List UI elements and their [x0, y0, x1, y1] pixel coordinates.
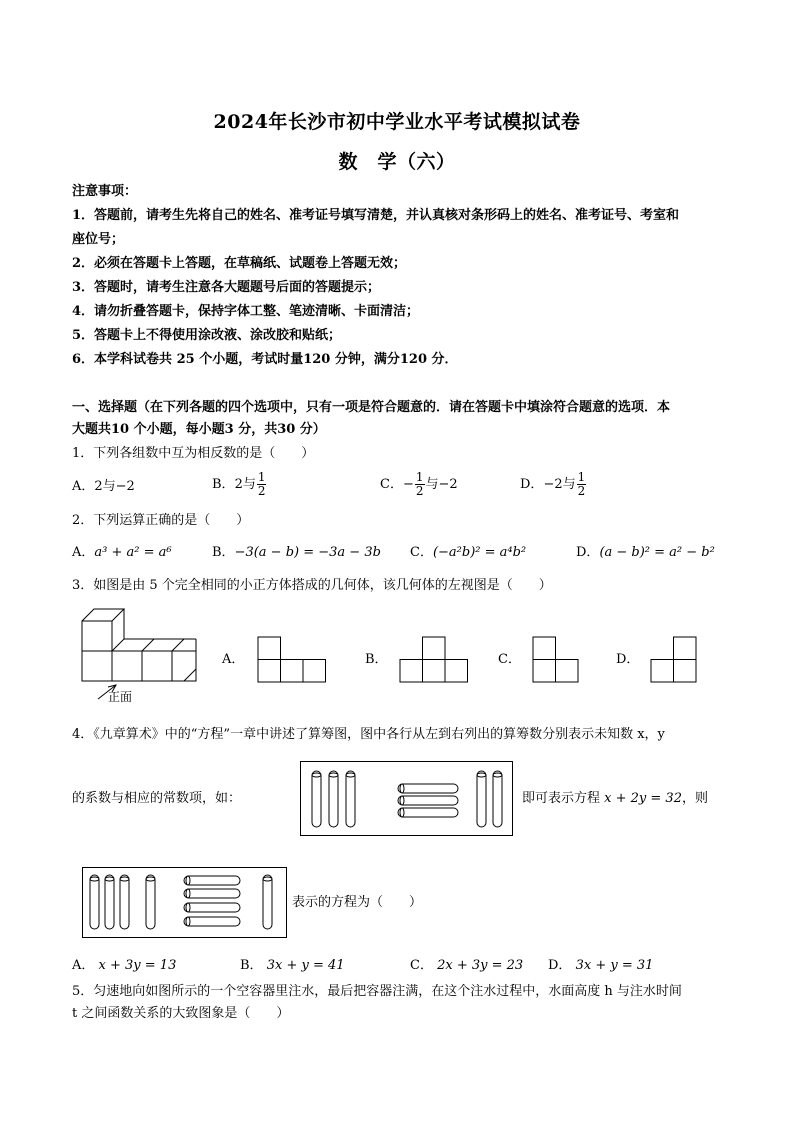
- page-title: 2024年长沙市初中学业水平考试模拟试卷: [213, 111, 581, 133]
- section-heading: 一、选择题（在下列各题的四个选项中，只有一项是符合题意的．请在答题卡中填涂符合题意的选项．本: [72, 400, 671, 415]
- fraction: $\frac{1}{2}$: [577, 470, 586, 498]
- q1-option-d[interactable]: D．−2与 $\frac{1}{2}$: [520, 470, 586, 498]
- question-4-text-2: 即可表示方程 x + 2y = 32，则: [522, 791, 708, 806]
- q4-option-b[interactable]: [240, 958, 345, 974]
- question-4-stem: 4．《九章算术》中的“方程”一章中讲述了算筹图，图中各行从左到右列出的算筹数分别表示未知数 x，y: [72, 727, 665, 742]
- q3-option-b-view[interactable]: [400, 637, 470, 683]
- q3-option-d-label[interactable]: D．: [616, 652, 640, 667]
- option-label: C．: [380, 477, 403, 492]
- option-text: 3x + y = 41: [266, 958, 345, 973]
- option-text: 2与−2: [94, 479, 135, 494]
- fraction: $\frac{1}{2}$: [415, 470, 424, 498]
- option-label: A．: [72, 479, 95, 494]
- option-label: D．: [520, 477, 544, 492]
- cube-figure: [70, 603, 220, 703]
- option-label: D．: [576, 545, 600, 560]
- q3-option-a-view[interactable]: [258, 637, 328, 683]
- notice-item: 6．本学科试卷共 25 个小题，考试时量120 分钟，满分120 分．: [72, 352, 458, 367]
- page-subtitle: 数 学（六）: [338, 151, 456, 173]
- equation: x + 2y = 32: [604, 791, 682, 806]
- q3-option-c-label[interactable]: C．: [498, 652, 521, 667]
- option-label: A．: [72, 958, 95, 973]
- q2-option-b[interactable]: [212, 545, 381, 561]
- q3-option-a-label[interactable]: A．: [222, 652, 245, 667]
- q2-option-a[interactable]: [72, 545, 172, 561]
- notice-item: 座位号；: [72, 232, 125, 247]
- q4-option-c[interactable]: [410, 958, 523, 974]
- option-label: B．: [212, 545, 235, 560]
- notice-item: 1．答题前，请考生先将自己的姓名、准考证号填写清楚，并认真核对条形码上的姓名、准考证号、考室和: [72, 208, 680, 223]
- option-text: (a − b)² = a² − b²: [599, 545, 715, 560]
- counting-rods-question: [82, 867, 288, 939]
- question-1-stem: 1．下列各组数中互为相反数的是（ ）: [72, 446, 315, 461]
- counting-rods-example: [300, 761, 514, 837]
- option-text: 2与: [234, 477, 256, 492]
- question-4-text: 的系数与相应的常数项，如：: [72, 791, 242, 806]
- notice-item: 3．答题时，请考生注意各大题题号后面的答题提示；: [72, 280, 381, 295]
- question-4-text-3: 表示的方程为（ ）: [292, 895, 423, 910]
- option-text: 2x + 3y = 23: [437, 958, 524, 973]
- question-5-stem-2: t 之间函数关系的大致图象是（ ）: [72, 1006, 290, 1021]
- question-5-stem: 5．匀速地向如图所示的一个空容器里注水，最后把容器注满，在这个注水过程中，水面高度 h 与注水时间: [72, 984, 682, 999]
- q1-option-a[interactable]: [72, 479, 135, 495]
- notice-item: 2．必须在答题卡上答题，在草稿纸、试题卷上答题无效；: [72, 256, 407, 271]
- q3-option-c-view[interactable]: [533, 637, 581, 683]
- q2-option-d[interactable]: [576, 545, 715, 561]
- q4-option-a[interactable]: [72, 958, 176, 974]
- section-heading-2: 大题共10 个小题，每小题3 分，共30 分）: [72, 422, 326, 437]
- q2-option-c[interactable]: [410, 545, 526, 561]
- fraction: $\frac{1}{2}$: [257, 470, 266, 498]
- question-3-stem: 3．如图是由 5 个完全相同的小正方体搭成的几何体，该几何体的左视图是（ ）: [72, 578, 552, 593]
- q1-option-b[interactable]: [212, 471, 267, 498]
- q4-option-d[interactable]: [548, 958, 653, 974]
- option-text: 3x + y = 31: [575, 958, 654, 973]
- option-label: C．: [410, 545, 433, 560]
- option-label: D．: [548, 958, 572, 973]
- question-2-stem: 2．下列运算正确的是（ ）: [72, 513, 250, 528]
- notice-item: 5．答题卡上不得使用涂改液、涂改胶和贴纸；: [72, 328, 342, 343]
- option-text: a³ + a² = a⁶: [94, 545, 172, 560]
- q3-option-b-label[interactable]: B．: [365, 652, 388, 667]
- option-label: C．: [410, 958, 433, 973]
- front-label: 正面: [108, 690, 133, 704]
- option-text: −3(a − b) = −3a − 3b: [234, 545, 381, 560]
- q1-option-c[interactable]: C．− $\frac{1}{2}$ 与−2: [380, 470, 458, 498]
- q3-option-d-view[interactable]: [651, 637, 699, 683]
- option-label: B．: [212, 477, 235, 492]
- option-text: (−a²b)² = a⁴b²: [432, 545, 527, 560]
- option-label: A．: [72, 545, 95, 560]
- option-text: x + 3y = 13: [98, 958, 177, 973]
- notice-heading: 注意事项：: [72, 184, 138, 199]
- option-label: B．: [240, 958, 263, 973]
- notice-item: 4．请勿折叠答题卡，保持字体工整、笔迹清晰、卡面清洁；: [72, 304, 420, 319]
